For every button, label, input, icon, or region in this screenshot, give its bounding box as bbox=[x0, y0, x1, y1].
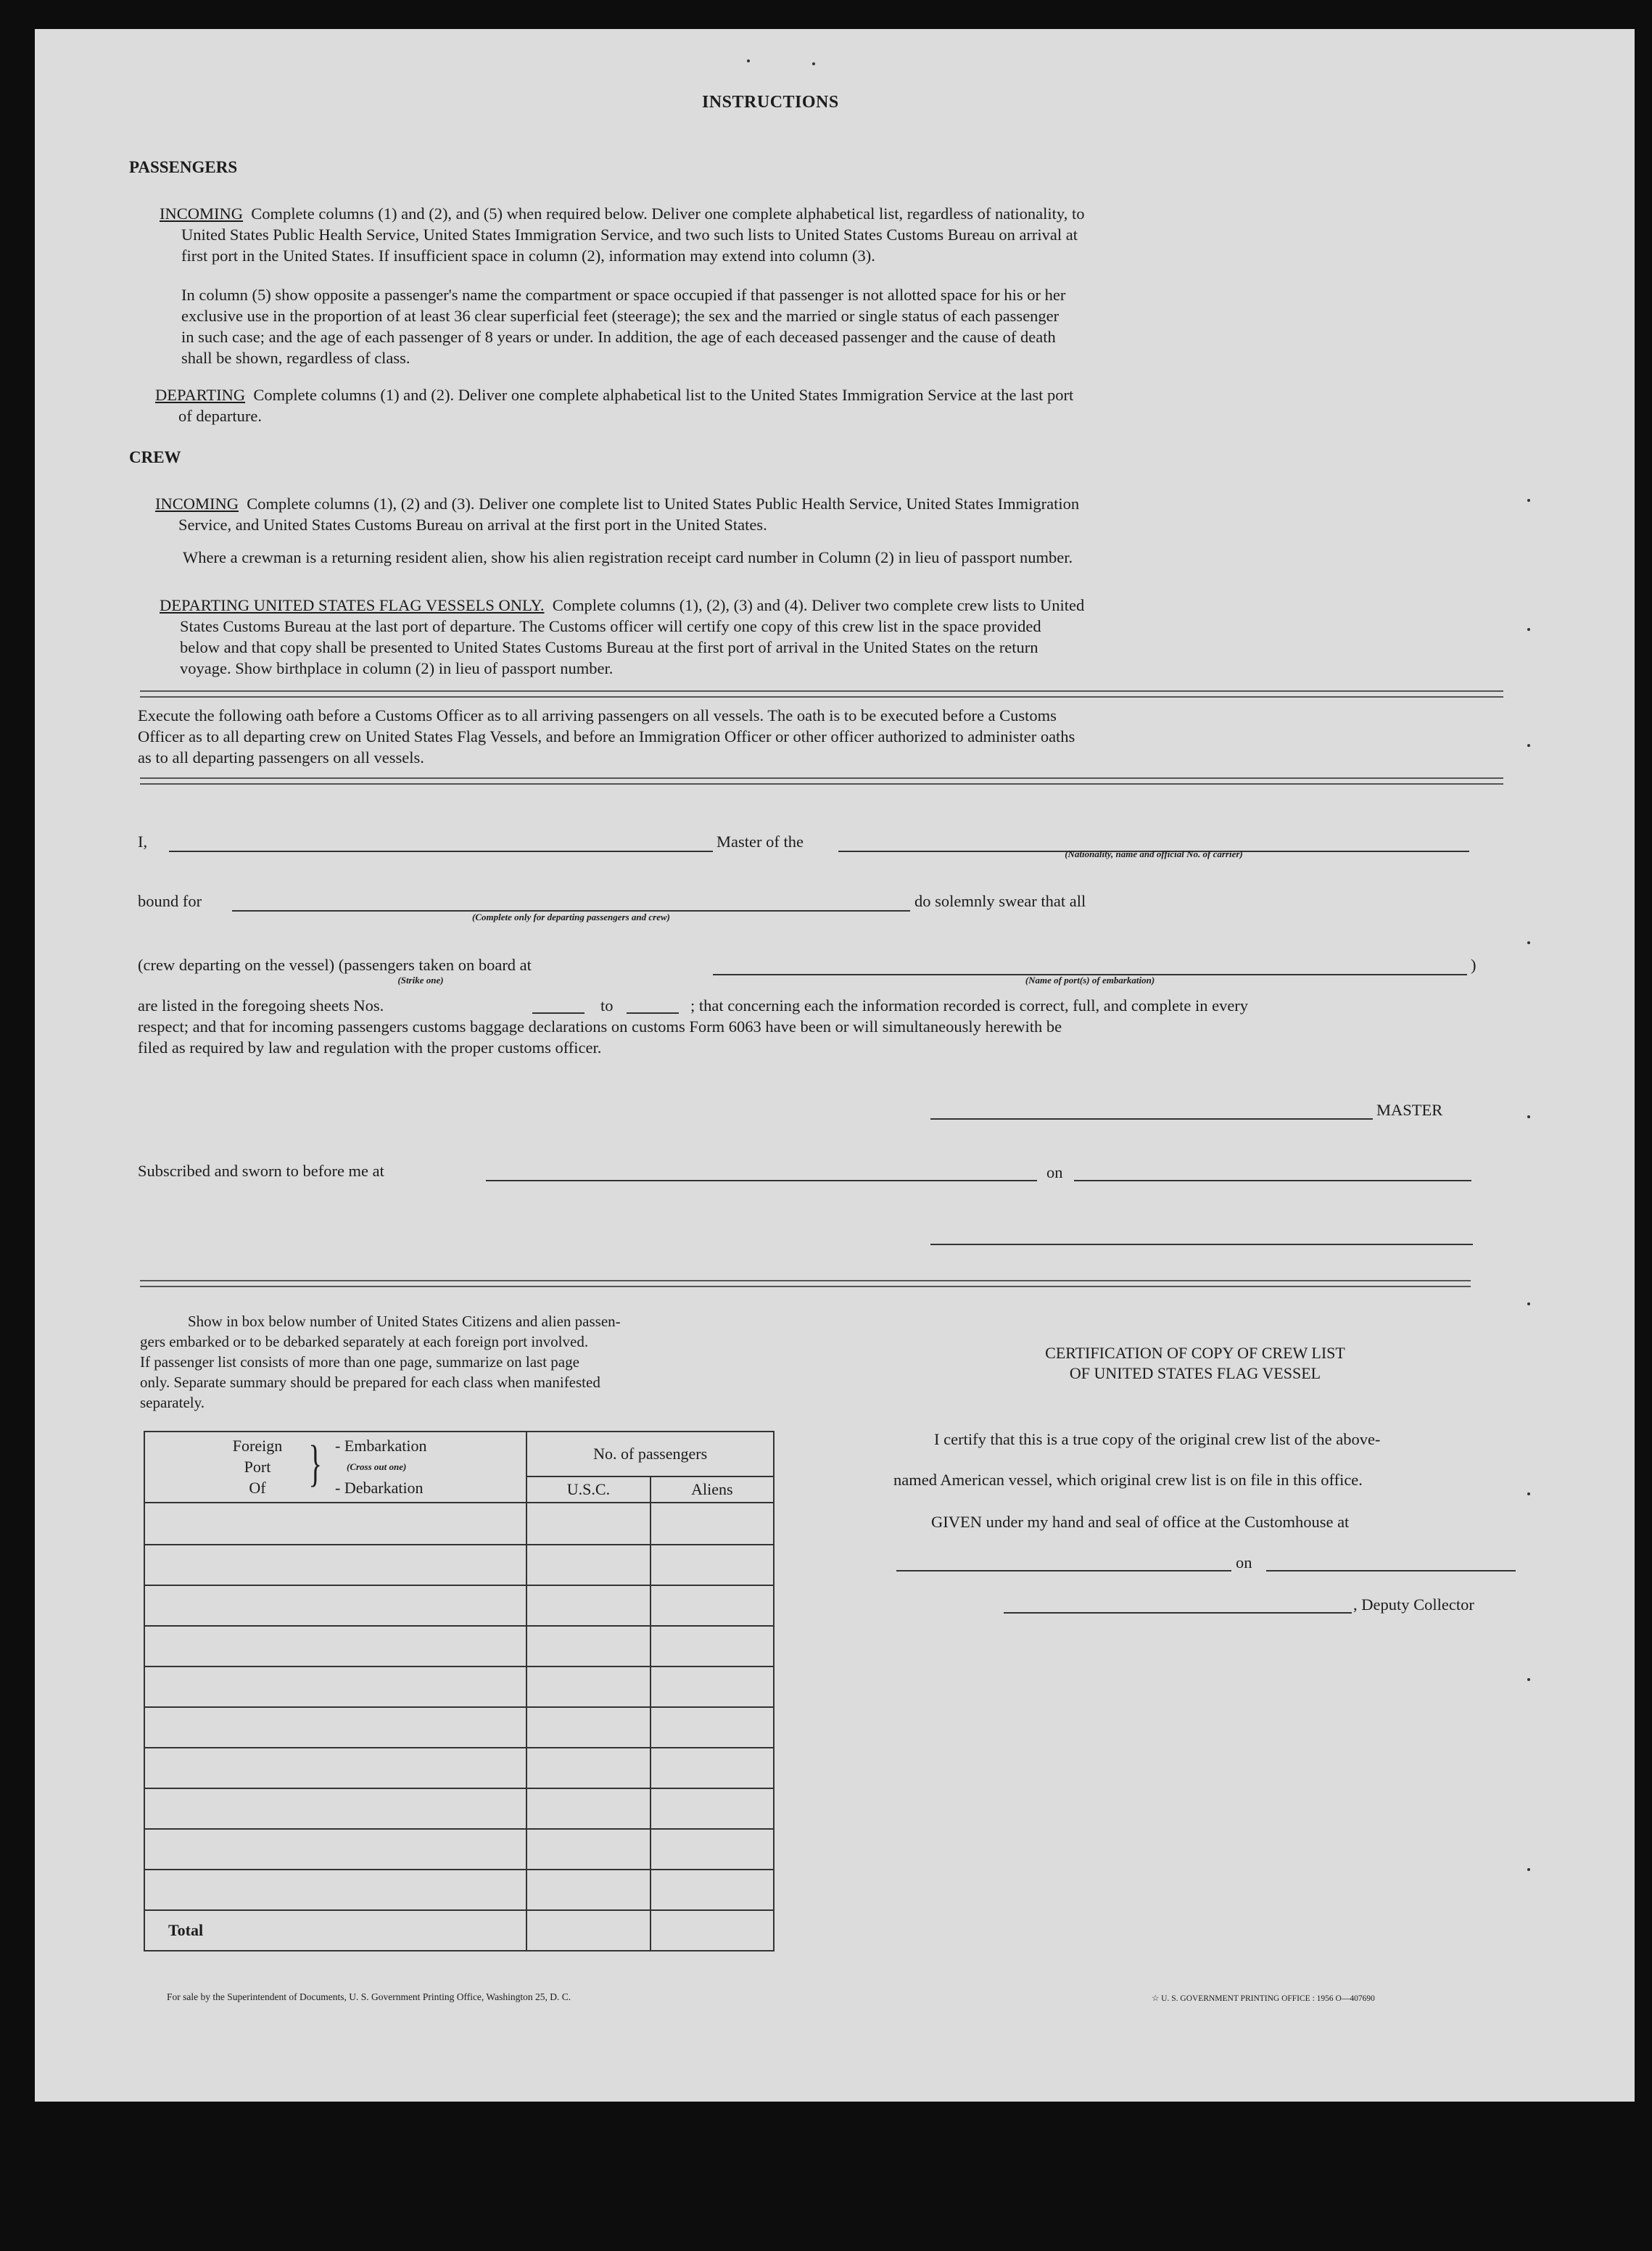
scan-speck bbox=[1527, 1868, 1530, 1871]
cross-out-hint: (Cross out one) bbox=[347, 1461, 407, 1472]
crew-passengers-text: (crew departing on the vessel) (passengers taken on board at bbox=[138, 956, 532, 974]
crew-departing-line-1: Complete columns (1), (2), (3) and (4). Deliver two complete crew lists to United bbox=[552, 596, 1085, 614]
port-hint: (Name of port(s) of embarkation) bbox=[1025, 975, 1155, 986]
customhouse-field[interactable] bbox=[896, 1570, 1231, 1571]
cert-on-label: on bbox=[1236, 1553, 1252, 1571]
aliens-cell[interactable] bbox=[651, 1503, 774, 1545]
summary-line-4: only. Separate summary should be prepared for each class when manifested bbox=[140, 1374, 600, 1391]
sheets-line-2: respect; and that for incoming passengers customs baggage declarations on customs Form 6063 have been or will simultaneously herewith be bbox=[138, 1017, 1062, 1036]
usc-cell[interactable] bbox=[526, 1870, 650, 1910]
table-row bbox=[144, 1666, 774, 1707]
usc-cell[interactable] bbox=[526, 1503, 650, 1545]
sheets-line-3: filed as required by law and regulation with the proper customs officer. bbox=[138, 1038, 602, 1057]
departing-line-2: of departure. bbox=[178, 407, 262, 425]
passenger-summary-table bbox=[144, 1431, 775, 1951]
deputy-signature-field[interactable] bbox=[1004, 1612, 1352, 1614]
aliens-header: Aliens bbox=[651, 1476, 774, 1503]
sheets-text-b: ; that concerning each the information recorded is correct, full, and complete in every bbox=[690, 996, 1249, 1015]
port-cell[interactable] bbox=[144, 1748, 526, 1788]
aliens-cell[interactable] bbox=[651, 1829, 774, 1870]
port-cell[interactable] bbox=[144, 1626, 526, 1666]
swear-text: do solemnly swear that all bbox=[914, 892, 1086, 910]
sheets-paragraph bbox=[138, 995, 1516, 1058]
strike-one-hint: (Strike one) bbox=[397, 975, 444, 986]
usc-cell[interactable] bbox=[526, 1626, 650, 1666]
usc-cell[interactable] bbox=[526, 1829, 650, 1870]
officer-signature-field[interactable] bbox=[930, 1244, 1473, 1245]
table-row bbox=[144, 1870, 774, 1910]
debarkation-option[interactable]: - Debarkation bbox=[335, 1479, 424, 1497]
aliens-total-cell[interactable] bbox=[651, 1910, 774, 1951]
subscribed-label: Subscribed and sworn to before me at bbox=[138, 1162, 384, 1180]
usc-cell[interactable] bbox=[526, 1545, 650, 1585]
cert-line-1: I certify that this is a true copy of the original crew list of the above- bbox=[934, 1430, 1381, 1448]
section-divider bbox=[140, 1280, 1471, 1287]
cert-line-2: named American vessel, which original crew list is on file in this office. bbox=[893, 1471, 1363, 1489]
aliens-cell[interactable] bbox=[651, 1585, 774, 1626]
table-row bbox=[144, 1545, 774, 1585]
certification-title bbox=[905, 1343, 1485, 1384]
departing-label: DEPARTING bbox=[155, 386, 246, 404]
crew-incoming-label: INCOMING bbox=[155, 495, 239, 513]
master-name-field[interactable] bbox=[169, 851, 713, 852]
sworn-place-field[interactable] bbox=[486, 1180, 1037, 1181]
of-label: Of bbox=[249, 1479, 266, 1497]
scan-speck bbox=[1527, 941, 1530, 944]
aliens-cell[interactable] bbox=[651, 1788, 774, 1829]
cert-line-3: GIVEN under my hand and seal of office at the Customhouse at bbox=[931, 1513, 1350, 1531]
crew-incoming-paragraph bbox=[155, 493, 1519, 535]
crew-departing-label: DEPARTING UNITED STATES FLAG VESSELS ONLY. bbox=[160, 596, 545, 614]
port-cell[interactable] bbox=[144, 1870, 526, 1910]
aliens-cell[interactable] bbox=[651, 1707, 774, 1748]
crew-heading: CREW bbox=[129, 448, 181, 466]
crew-incoming-line-2: Service, and United States Customs Bureau on arrival at the first port in the United States. bbox=[178, 516, 767, 534]
crew-departing-line-4: voyage. Show birthplace in column (2) in lieu of passport number. bbox=[180, 659, 614, 677]
scan-speck bbox=[1527, 499, 1530, 502]
port-cell[interactable] bbox=[144, 1829, 526, 1870]
port-label: Port bbox=[244, 1458, 271, 1476]
incoming-line-1: Complete columns (1) and (2), and (5) when required below. Deliver one complete alphabetical list, regardless of nationality, to bbox=[251, 205, 1085, 223]
sheet-from-field[interactable] bbox=[532, 1012, 585, 1014]
scan-speck bbox=[1527, 628, 1530, 631]
page-title: INSTRUCTIONS bbox=[702, 93, 839, 112]
close-paren: ) bbox=[1471, 956, 1477, 974]
oath-i-label: I, bbox=[138, 833, 148, 851]
port-header-cell bbox=[144, 1432, 526, 1503]
summary-instructions bbox=[140, 1311, 796, 1413]
scan-speck bbox=[812, 62, 815, 65]
crew-incoming-line-1: Complete columns (1), (2) and (3). Deliver one complete list to United States Public Health Service, United States Immigration bbox=[247, 495, 1080, 513]
table-row bbox=[144, 1585, 774, 1626]
crew-departing-line-2: States Customs Bureau at the last port of departure. The Customs officer will certify one copy of this crew list in the space provided bbox=[180, 617, 1041, 635]
col5-line-3: in such case; and the age of each passenger of 8 years or under. In addition, the age of each deceased passenger and the cause of death bbox=[181, 328, 1056, 346]
destination-hint: (Complete only for departing passengers and crew) bbox=[472, 912, 670, 922]
scan-speck bbox=[1527, 744, 1530, 747]
oath-instr-line-3: as to all departing passengers on all vessels. bbox=[138, 748, 424, 767]
table-row bbox=[144, 1788, 774, 1829]
incoming-label: INCOMING bbox=[160, 205, 243, 223]
deputy-collector-label: , Deputy Collector bbox=[1353, 1595, 1474, 1614]
table-row bbox=[144, 1707, 774, 1748]
scan-speck bbox=[1527, 1115, 1530, 1118]
scan-speck bbox=[1527, 1492, 1530, 1495]
sheets-to-label: to bbox=[600, 996, 614, 1015]
cert-date-field[interactable] bbox=[1266, 1570, 1516, 1571]
scan-speck bbox=[747, 59, 750, 62]
carrier-hint: (Nationality, name and official No. of carrier) bbox=[1065, 848, 1243, 859]
table-row bbox=[144, 1503, 774, 1545]
summary-line-5: separately. bbox=[140, 1394, 205, 1411]
port-cell[interactable] bbox=[144, 1707, 526, 1748]
master-label: MASTER bbox=[1376, 1101, 1443, 1119]
sheet-to-field[interactable] bbox=[627, 1012, 679, 1014]
master-of-label: Master of the bbox=[716, 833, 804, 851]
table-row bbox=[144, 1829, 774, 1870]
crew-departing-paragraph bbox=[160, 595, 1523, 679]
passengers-heading: PASSENGERS bbox=[129, 158, 238, 176]
port-cell[interactable] bbox=[144, 1585, 526, 1626]
summary-line-2: gers embarked or to be debarked separately at each foreign port involved. bbox=[140, 1333, 589, 1350]
cert-title-line-2: OF UNITED STATES FLAG VESSEL bbox=[1069, 1364, 1321, 1382]
sworn-on-label: on bbox=[1046, 1163, 1063, 1181]
usc-cell[interactable] bbox=[526, 1585, 650, 1626]
foreign-label: Foreign bbox=[232, 1437, 283, 1455]
usc-cell[interactable] bbox=[526, 1666, 650, 1707]
scan-speck bbox=[1527, 1302, 1530, 1305]
port-cell[interactable] bbox=[144, 1545, 526, 1585]
oath-instr-line-2: Officer as to all departing crew on United States Flag Vessels, and before an Immigration Officer or other officer authorized to administer oaths bbox=[138, 727, 1075, 745]
table-row bbox=[144, 1748, 774, 1788]
bound-for-label: bound for bbox=[138, 892, 202, 910]
col5-line-4: shall be shown, regardless of class. bbox=[181, 349, 410, 367]
aliens-cell[interactable] bbox=[651, 1666, 774, 1707]
passengers-departing-paragraph bbox=[155, 384, 1519, 426]
summary-line-3: If passenger list consists of more than one page, summarize on last page bbox=[140, 1353, 579, 1371]
incoming-line-3: first port in the United States. If insufficient space in column (2), information may extend into column (3). bbox=[181, 247, 875, 265]
col5-line-2: exclusive use in the proportion of at least 36 clear superficial feet (steerage); the sex and the married or single status of each passenger bbox=[181, 307, 1060, 325]
embarkation-option[interactable]: - Embarkation bbox=[335, 1437, 427, 1455]
sworn-date-field[interactable] bbox=[1074, 1180, 1471, 1181]
usc-cell[interactable] bbox=[526, 1707, 650, 1748]
cert-title-line-1: CERTIFICATION OF COPY OF CREW LIST bbox=[1045, 1344, 1345, 1362]
oath-instructions bbox=[138, 705, 1508, 768]
alien-note: Where a crewman is a returning resident alien, show his alien registration receipt card number in Column (2) in lieu of passport number. bbox=[183, 548, 1073, 566]
port-cell[interactable] bbox=[144, 1788, 526, 1829]
aliens-cell[interactable] bbox=[651, 1626, 774, 1666]
section-divider bbox=[140, 690, 1503, 698]
footer-printing-office: ☆ U. S. GOVERNMENT PRINTING OFFICE : 1956 O—407690 bbox=[1152, 1994, 1375, 2003]
passengers-incoming-paragraph bbox=[160, 203, 1516, 266]
aliens-cell[interactable] bbox=[651, 1870, 774, 1910]
footer-sale-note: For sale by the Superintendent of Documents, U. S. Government Printing Office, Washington 25, D. C. bbox=[167, 1991, 571, 2002]
aliens-cell[interactable] bbox=[651, 1545, 774, 1585]
port-cell[interactable] bbox=[144, 1666, 526, 1707]
section-divider bbox=[140, 777, 1503, 785]
scan-speck bbox=[1527, 1678, 1530, 1681]
crew-departing-line-3: below and that copy shall be presented to United States Customs Bureau at the first port of arrival in the United States on the return bbox=[180, 638, 1038, 656]
usc-header: U.S.C. bbox=[526, 1476, 650, 1503]
usc-cell[interactable] bbox=[526, 1788, 650, 1829]
table-header-row bbox=[144, 1432, 774, 1476]
master-signature-field[interactable] bbox=[930, 1118, 1373, 1120]
brace-glyph: } bbox=[308, 1436, 323, 1492]
total-row bbox=[144, 1910, 774, 1951]
col5-line-1: In column (5) show opposite a passenger's name the compartment or space occupied if that passenger is not allotted space for his or her bbox=[181, 286, 1066, 304]
usc-total-cell[interactable] bbox=[526, 1910, 650, 1951]
no-passengers-header: No. of passengers bbox=[526, 1432, 774, 1476]
usc-cell[interactable] bbox=[526, 1748, 650, 1788]
summary-line-1: Show in box below number of United States Citizens and alien passen- bbox=[188, 1313, 621, 1330]
total-label: Total bbox=[144, 1910, 526, 1951]
departing-line-1: Complete columns (1) and (2). Deliver one complete alphabetical list to the United States Immigration Service at the last port bbox=[253, 386, 1074, 404]
incoming-line-2: United States Public Health Service, United States Immigration Service, and two such lists to United States Customs Bureau on arrival at bbox=[181, 226, 1078, 244]
aliens-cell[interactable] bbox=[651, 1748, 774, 1788]
port-cell[interactable] bbox=[144, 1503, 526, 1545]
sheets-text-a: are listed in the foregoing sheets Nos. bbox=[138, 996, 384, 1015]
column5-paragraph bbox=[181, 284, 1523, 368]
form-page bbox=[35, 29, 1635, 2102]
table-row bbox=[144, 1626, 774, 1666]
oath-instr-line-1: Execute the following oath before a Customs Officer as to all arriving passengers on all vessels. The oath is to be executed before a Customs bbox=[138, 706, 1057, 724]
